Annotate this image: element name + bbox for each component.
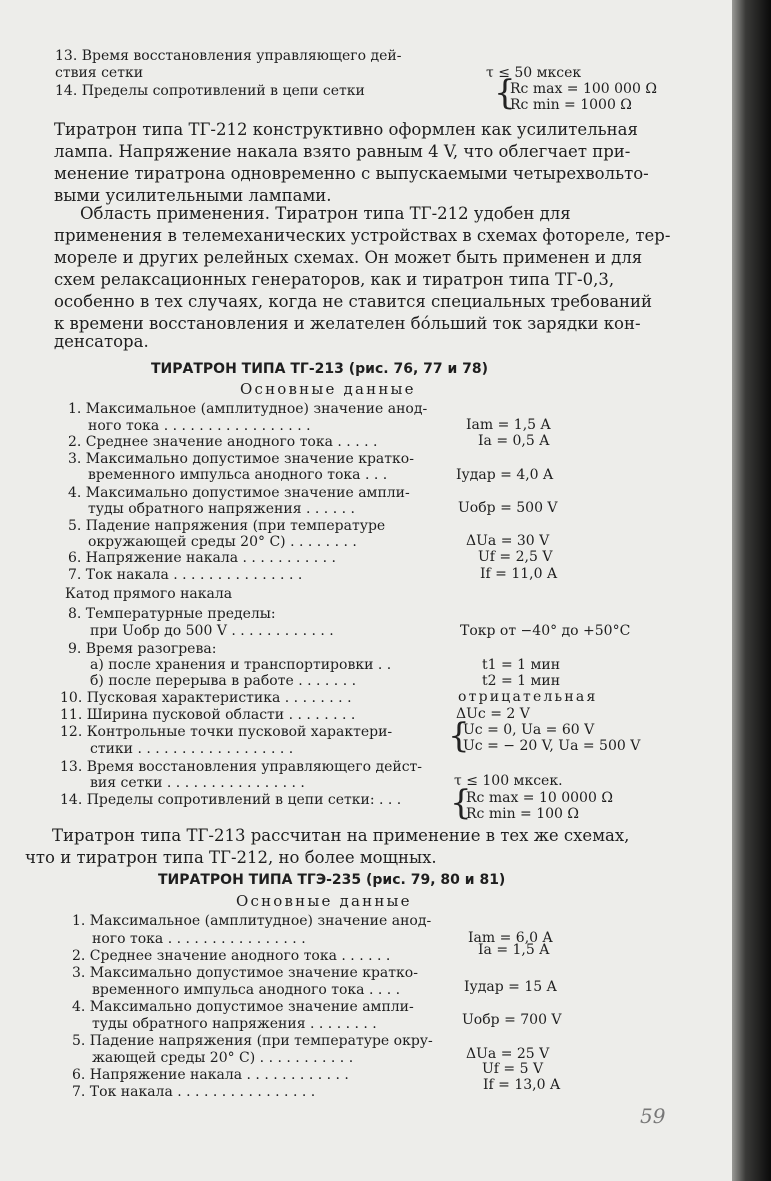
spec-value: Rc max = 10 0000 Ω (466, 790, 613, 806)
spec-line: 13. Время восстановления управляющего дейст- (60, 759, 423, 775)
page-number: 59 (640, 1104, 666, 1128)
spec-value: Tокр от −40° до +50°C (460, 623, 631, 639)
para3-line: что и тиратрон типа ТГ-212, но более мощных. (25, 848, 437, 867)
para3-line: Тиратрон типа ТГ-213 рассчитан на применение в тех же схемах, (52, 826, 630, 845)
spec-line: туды обратного напряжения . . . . . . (88, 501, 355, 517)
spec-value: Uобр = 500 V (458, 500, 558, 516)
spec-line: 4. Максимально допустимое значение ампли- (72, 999, 414, 1015)
para1-line: менение тиратрона одновременно с выпускаемыми четырехвольто- (54, 164, 649, 183)
spec-line: вия сетки . . . . . . . . . . . . . . . . (90, 775, 305, 791)
spec-line: при Uобр до 500 V . . . . . . . . . . . . (90, 623, 334, 639)
spec-line: 3. Максимально допустимое значение кратко- (68, 451, 414, 467)
spec-value: Iудар = 4,0 A (456, 467, 554, 483)
spec-line: 6. Напряжение накала . . . . . . . . . . . . (72, 1067, 349, 1083)
spec-line: ного тока . . . . . . . . . . . . . . . . (92, 931, 306, 947)
spec-line: временного импульса анодного тока . . . (88, 467, 388, 483)
spec-line: 12. Контрольные точки пусковой характери- (60, 724, 393, 740)
spec-line: 11. Ширина пусковой области . . . . . . . . (60, 707, 356, 723)
spec-line: 4. Максимально допустимое значение ампли- (68, 485, 410, 501)
spec-line: 14. Пределы сопротивлений в цепи сетки: . . . (60, 792, 402, 808)
spec-line: 1. Максимальное (амплитудное) значение анод- (72, 913, 432, 929)
spec-value: Uf = 5 V (482, 1061, 544, 1077)
spec-value: Iam = 1,5 A (466, 417, 551, 433)
spec-value: отрицательная (458, 689, 598, 705)
spec-line: стики . . . . . . . . . . . . . . . . . . (90, 741, 294, 757)
brace: { (448, 716, 470, 756)
spec-line: 9. Время разогрева: (68, 641, 217, 657)
spec-value: t1 = 1 мин (482, 657, 561, 673)
spec-value: Rc min = 100 Ω (466, 806, 580, 822)
spec-line: 1. Максимальное (амплитудное) значение анод- (68, 401, 428, 417)
spec-line: 10. Пусковая характеристика . . . . . . . . (60, 690, 352, 706)
para2-line: особенно в тех случаях, когда не ставится специальных требований (54, 292, 653, 311)
item-14-value-2: Rc min = 1000 Ω (510, 97, 632, 113)
spec-value: If = 13,0 A (483, 1077, 561, 1093)
spec-line: окружающей среды 20° C) . . . . . . . . (88, 534, 357, 550)
spec-value: ΔUa = 30 V (466, 533, 550, 549)
para2-line: денсатора. (54, 332, 149, 351)
spec-line: а) после хранения и транспортировки . . (90, 657, 392, 673)
spec-line: 5. Падение напряжения (при температуре (68, 518, 386, 534)
page-edge-shadow (732, 0, 771, 1181)
spec-value: If = 11,0 A (480, 566, 558, 582)
item-14-line: 14. Пределы сопротивлений в цепи сетки (55, 83, 365, 99)
spec-line: 6. Напряжение накала . . . . . . . . . . . (68, 550, 336, 566)
spec-line: 2. Среднее значение анодного тока . . . . . . (72, 948, 391, 964)
spec-line: временного импульса анодного тока . . . . (92, 982, 401, 998)
para2-line: применения в телемеханических устройствах в схемах фотореле, тер- (54, 226, 671, 245)
item-13-line-2: ствия сетки (55, 65, 144, 81)
para1-line: выми усилительными лампами. (54, 186, 332, 205)
para1-line: лампа. Напряжение накала взято равным 4 V, что облегчает при- (54, 142, 631, 161)
para2-line: Область применения. Тиратрон типа ТГ-212 удобен для (80, 204, 571, 223)
spec-line: 5. Падение напряжения (при температуре окру- (72, 1033, 433, 1049)
spec-line: туды обратного напряжения . . . . . . . . (92, 1016, 377, 1032)
item-13-value: τ ≤ 50 мксек (486, 65, 582, 81)
spec-value: Uc = − 20 V, Ua = 500 V (463, 738, 641, 754)
spec-value: Uобр = 700 V (462, 1012, 562, 1028)
spec-value: ΔUa = 25 V (466, 1046, 550, 1062)
spec-line: 7. Ток накала . . . . . . . . . . . . . . . (68, 567, 303, 583)
spec-value: Iam = 6,0 A (468, 930, 553, 946)
spec-value: Iудар = 15 A (464, 979, 557, 995)
section-title-tg213: ТИРАТРОН ТИПА ТГ-213 (рис. 76, 77 и 78) (151, 361, 489, 377)
para1-line: Тиратрон типа ТГ-212 конструктивно оформлен как усилительная (54, 120, 638, 139)
item-13-line-1: 13. Время восстановления управляющего дей- (55, 48, 402, 64)
spec-line: б) после перерыва в работе . . . . . . . (90, 673, 357, 689)
spec-value: Uc = 0, Ua = 60 V (463, 722, 595, 738)
section-title-tge235: ТИРАТРОН ТИПА ТГЭ-235 (рис. 79, 80 и 81) (158, 872, 506, 888)
spec-line: жающей среды 20° C) . . . . . . . . . . . (92, 1050, 354, 1066)
para2-line: к времени восстановления и желателен бо́льший ток зарядки кон- (54, 314, 641, 333)
spec-line: 2. Среднее значение анодного тока . . . . . (68, 434, 378, 450)
spec-value: Uf = 2,5 V (478, 549, 553, 565)
item-14-value-1: Rc max = 100 000 Ω (510, 81, 657, 97)
spec-line: 8. Температурные пределы: (68, 606, 276, 622)
section-subtitle-tge235: Основные данные (236, 892, 412, 910)
spec-value: Ia = 0,5 A (478, 433, 550, 449)
spec-value: ΔUc = 2 V (456, 706, 530, 722)
brace: { (450, 783, 472, 823)
spec-value: Ia = 1,5 A (478, 942, 550, 958)
spec-value: τ ≤ 100 мксек. (454, 773, 563, 789)
spec-line: Катод прямого накала (65, 586, 233, 602)
para2-line: мореле и других релейных схемах. Он может быть применен и для (54, 248, 643, 267)
brace: { (494, 73, 516, 113)
spec-line: 7. Ток накала . . . . . . . . . . . . . . . . (72, 1084, 316, 1100)
spec-line: ного тока . . . . . . . . . . . . . . . . . (88, 418, 311, 434)
spec-line: 3. Максимально допустимое значение кратко- (72, 965, 418, 981)
spec-value: t2 = 1 мин (482, 673, 561, 689)
para2-line: схем релаксационных генераторов, как и тиратрон типа ТГ-0,3, (54, 270, 615, 289)
section-subtitle-tg213: Основные данные (240, 380, 416, 398)
